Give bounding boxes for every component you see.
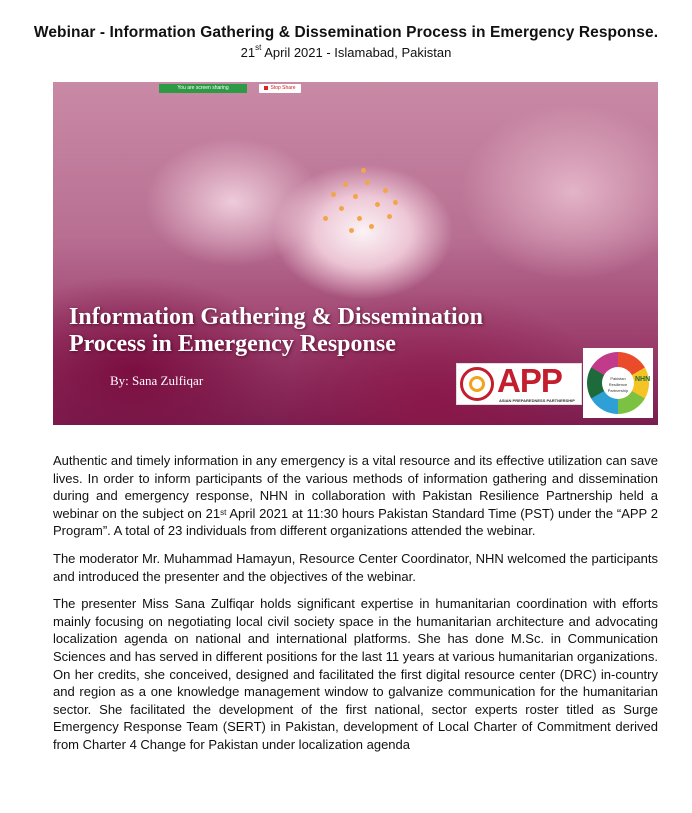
banner-title-line-2: Process in Emergency Response: [69, 331, 396, 357]
app-logo: [456, 363, 582, 405]
paragraph-intro-part-2: April 2021 at 11:30 hours Pakistan Standard Time (PST) under the “APP 2 Program”. A total of 23 individuals from different organizations attended the webinar.: [53, 505, 658, 539]
document-date-location: [0, 45, 692, 60]
app-logo-text: APP: [497, 362, 562, 399]
app-logo-subtitle: ASIAN PREPAREDNESS PARTNERSHIP: [499, 398, 575, 403]
date-suffix: st: [255, 43, 262, 52]
nhn-logo-text: NHN: [635, 376, 651, 383]
date-rest: April 2021 - Islamabad, Pakistan: [261, 45, 452, 60]
paragraph-moderator: The moderator Mr. Muhammad Hamayun, Resource Center Coordinator, NHN welcomed the participants and introduced the presenter and the objectives of the webinar.: [53, 550, 658, 584]
nhn-logo: [583, 348, 653, 418]
document-title: Webinar - Information Gathering & Dissemination Process in Emergency Response.: [33, 24, 659, 41]
app-emblem-icon: [460, 367, 494, 401]
paragraph-intro-part-1: Authentic and timely information in any emergency is a vital resource and its effective utilization can save lives. In order to inform participants of the various methods of information gathering and dissemination during and emergency response, NHN in collaboration with Pakistan Resilience Partnership held a webinar on the subject on 21: [53, 453, 658, 521]
stop-share-label: Stop Share: [270, 85, 296, 91]
date-day: 21: [240, 45, 256, 60]
stop-share-button[interactable]: [259, 84, 301, 93]
paragraph-intro: [53, 452, 658, 540]
banner-presenter: By: Sana Zulfiqar: [110, 373, 204, 388]
banner-title-line-1: Information Gathering & Dissemination: [69, 304, 483, 330]
article-body: [53, 452, 658, 764]
banner-title: [69, 304, 609, 358]
paragraph-intro-sup: st: [220, 507, 227, 517]
screen-sharing-indicator: You are screen sharing: [159, 84, 247, 93]
paragraph-presenter: The presenter Miss Sana Zulfiqar holds significant expertise in humanitarian coordination with efforts mainly focusing on negotiating local civil society space in the humanitarian architecture and advocating localization agenda on national and international platforms. She has done M.Sc. in Communication Sciences and has served in different positions for the last 11 years at various humanitarian organizations. On her credits, she conceived, designed and facilitated the first digital resource center (DRC) in-country and region as a one knowledge management window to galvanize communication for the humanitarian sector. She facilitated the development of the first national, sector experts roster titled as Surge Emergency Response Team (SERT) in Pakistan, development of Local Charter of Commitment derived from Charter 4 Change for Pakistan under localization agenda: [53, 596, 658, 752]
webinar-banner-image: [53, 82, 658, 425]
nhn-logo-center: Pakistan Resilience Partnership: [602, 367, 634, 399]
